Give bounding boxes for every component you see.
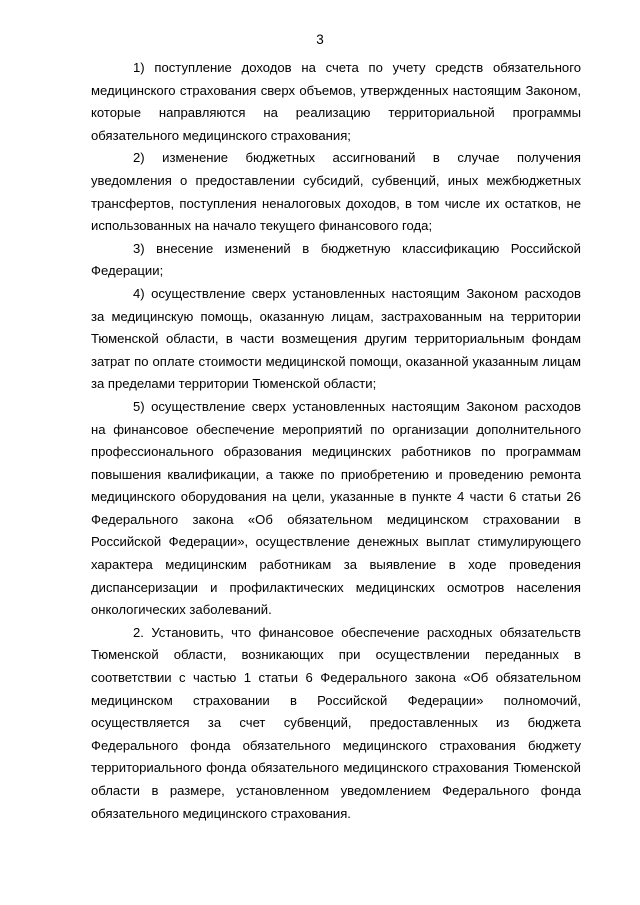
paragraph-item-3: 3) внесение изменений в бюджетную классификацию Российской Федерации; [91, 240, 581, 279]
paragraph-item-2: 2) изменение бюджетных ассигнований в случае получения уведомления о предоставлении субсидий, субвенций, иных межбюджетных трансфертов, поступления неналоговых доходов, в том числе их остатков, не использованных на начало текущего финансового года; [91, 150, 581, 234]
paragraph-item-1: 1) поступление доходов на счета по учету средств обязательного медицинского страхования сверх объемов, утвержденных настоящим Законом, которые направляются на реализацию территориальной программы обязательного медицинского страхования; [91, 60, 581, 143]
paragraph-item-4: 4) осуществление сверх установленных настоящим Законом расходов за медицинскую помощь, оказанную лицам, застрахованным на территории Тюменской области, в части возмещения другим территориальным фондам затрат по оплате стоимости медицинской помощи, оказанной указанным лицам за пределами территории Тюменской области; [91, 285, 581, 392]
paragraph-section-2: 2. Установить, что финансовое обеспечение расходных обязательств Тюменской области, возникающих при осуществлении переданных в соответствии с частью 1 статьи 6 Федерального закона «Об обязательном медицинском страховании в Российской Федерации» полномочий, осуществляется за счет субвенций, предоставленных из бюджета Федерального фонда обязательного медицинского страхования бюджету территориального фонда обязательного медицинского страхования Тюменской области в размере, установленном уведомлением Федерального фонда обязательного медицинского страхования. [91, 624, 581, 821]
paragraph-item-5: 5) осуществление сверх установленных настоящим Законом расходов на финансовое обеспечение мероприятий по организации дополнительного профессионального образования медицинских работников по программам повышения квалификации, а также по приобретению и проведению ремонта медицинского оборудования на цели, указанные в пункте 4 части 6 статьи 26 Федерального закона «Об обязательном медицинском страховании в Российской Федерации», осуществление денежных выплат стимулирующего характера медицинским работникам за выявление в ходе проведения диспансеризации и профилактических медицинских осмотров населения онкологических заболеваний. [91, 398, 581, 618]
document-body [91, 57, 581, 825]
page-number: 3 [316, 32, 324, 47]
